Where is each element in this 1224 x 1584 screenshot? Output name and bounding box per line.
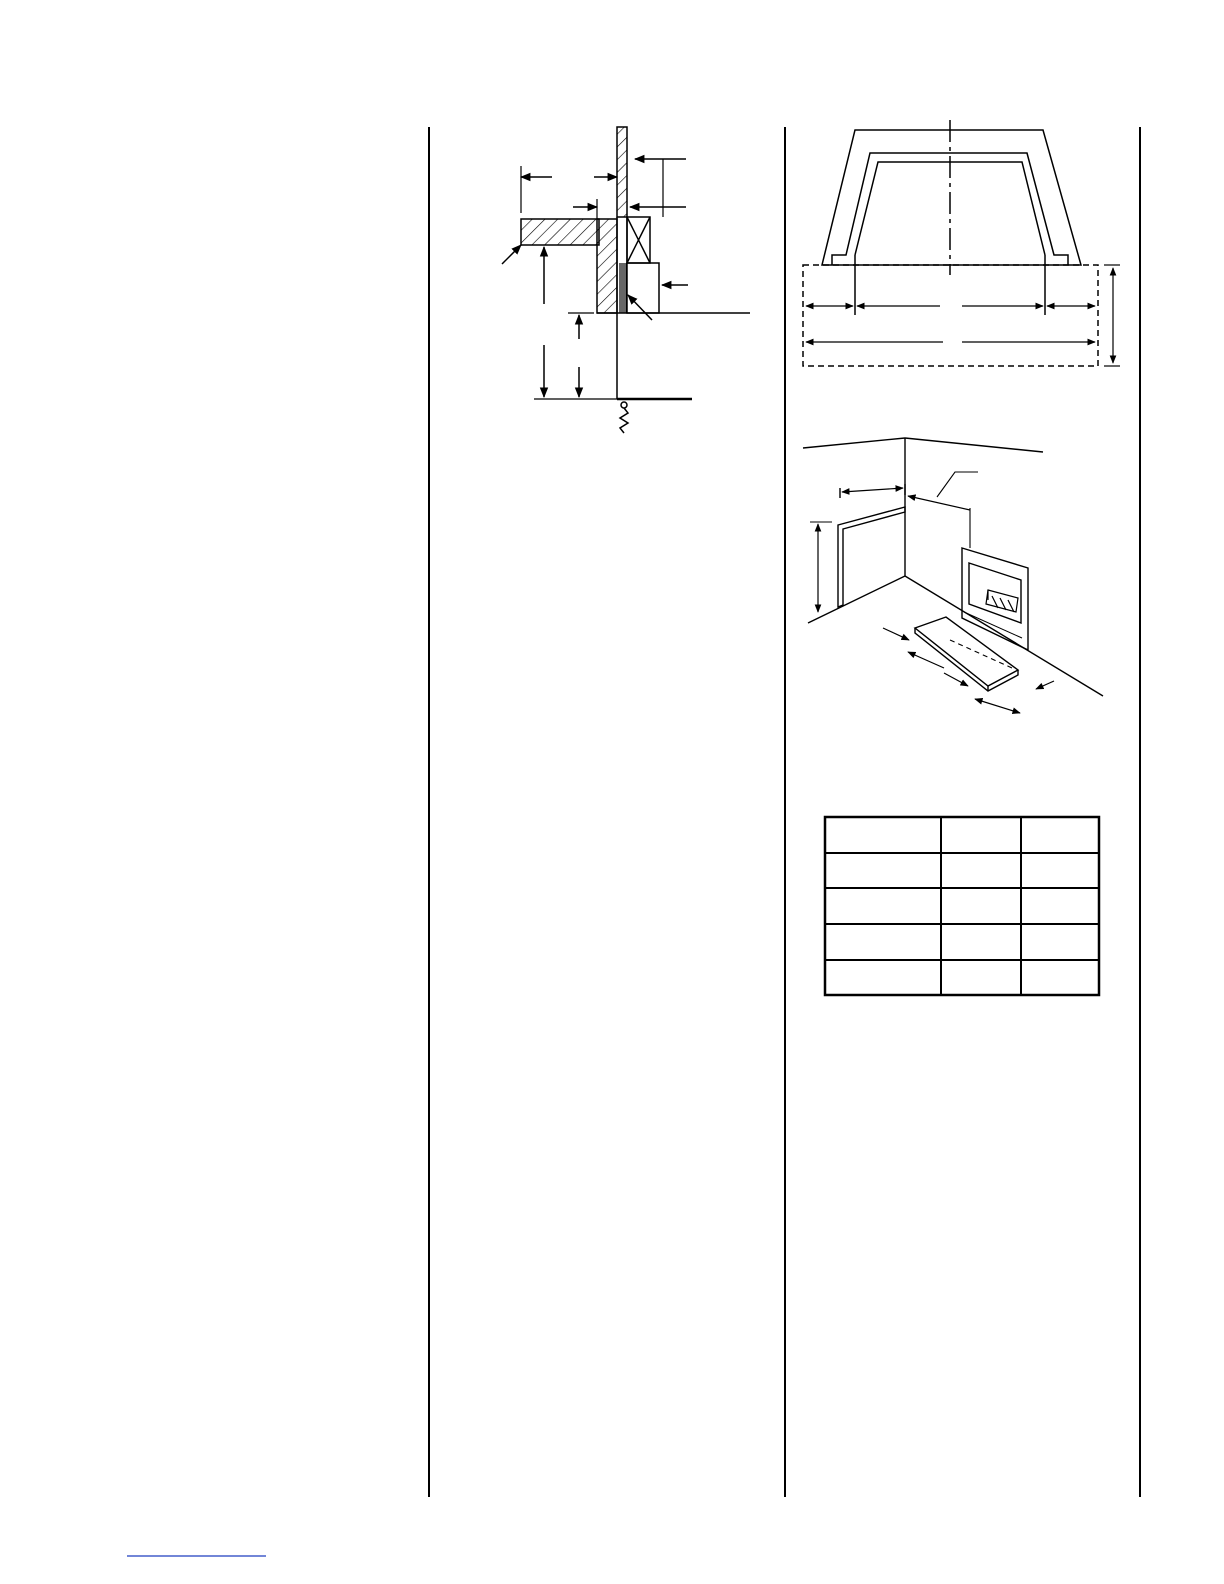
fireplace-opening bbox=[969, 563, 1021, 623]
facing-layers bbox=[620, 263, 626, 313]
hearth-extension-dashed bbox=[803, 265, 1098, 366]
table-border bbox=[825, 817, 1099, 995]
hearth-extension bbox=[915, 617, 1018, 686]
room-corner-hearth bbox=[803, 438, 1103, 713]
mantel-leg bbox=[597, 219, 617, 313]
firebox-front-opening bbox=[803, 120, 1120, 366]
log-set bbox=[986, 590, 1018, 612]
wall-section bbox=[617, 127, 627, 217]
clearance-table bbox=[825, 817, 1099, 995]
break-symbol bbox=[620, 408, 628, 433]
mantel-clearance-section bbox=[502, 127, 750, 433]
column-dividers bbox=[429, 127, 1140, 1497]
mantel-shelf bbox=[521, 219, 599, 245]
fireplace-top bbox=[627, 263, 659, 313]
